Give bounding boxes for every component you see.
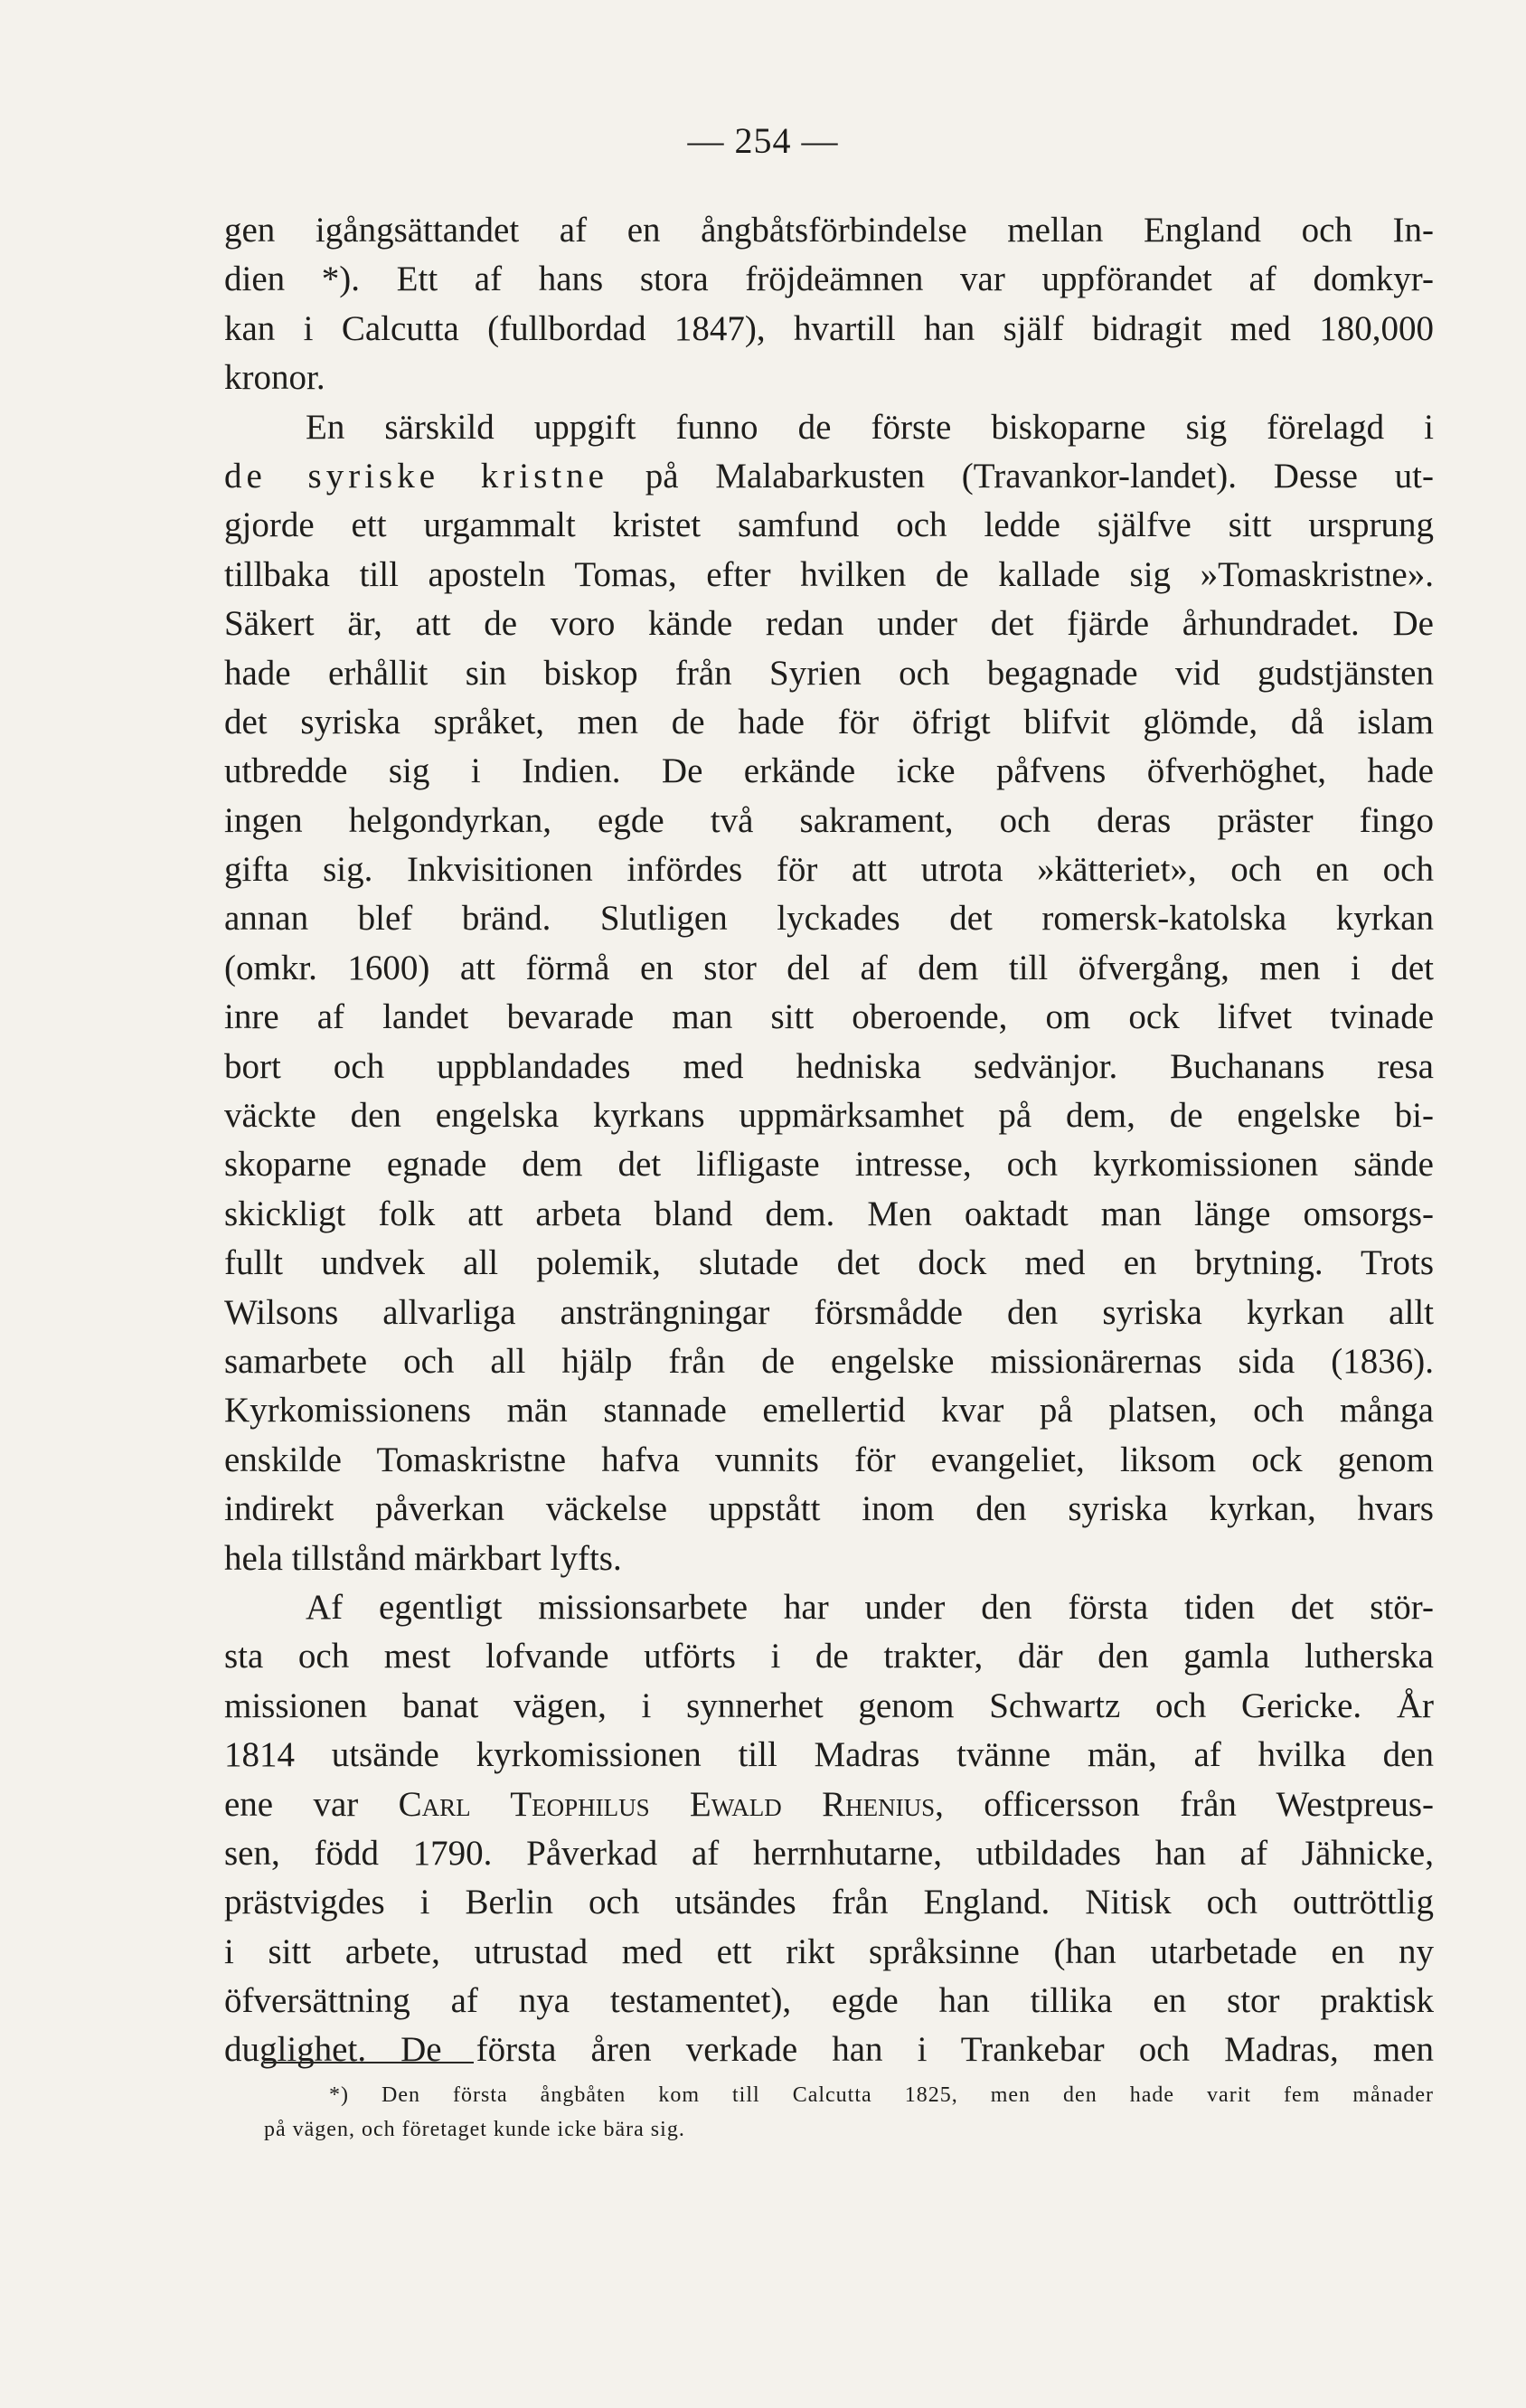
text-line: Af egentligt missionsarbete har under den första tiden det stör- (306, 1587, 1434, 1627)
paragraph-2 (224, 403, 1434, 1583)
text-line: gifta sig. Inkvisitionen infördes för att utrota »kätteriet», och en och (224, 850, 1434, 890)
text-segment: dien (224, 260, 322, 299)
paragraph-1 (224, 206, 1434, 403)
text-line: öfversättning af nya testamentet), egde han tillika en stor praktisk (224, 1981, 1434, 2021)
paragraph-3 (224, 1583, 1434, 2075)
text-line: bort och uppblandades med hedniska sedvänjor. Buchanans resa (224, 1046, 1434, 1086)
text-line: Säkert är, att de voro kände redan under det fjärde århundradet. De (224, 604, 1434, 644)
text-line: tillbaka till aposteln Tomas, efter hvilken de kallade sig »Tomaskristne». (224, 554, 1434, 594)
text-line: utbredde sig i Indien. De erkände icke påfvens öfverhöghet, hade (224, 751, 1434, 791)
text-line: annan blef bränd. Slutligen lyckades det romersk-katolska kyrkan (224, 899, 1434, 939)
text-line: gen igångsättandet af en ångbåtsförbindelse mellan England och In- (224, 211, 1434, 250)
text-line: duglighet. De första åren verkade han i Trankebar och Madras, men (224, 2030, 1434, 2070)
text-line: i sitt arbete, utrustad med ett rikt språksinne (han utarbetade en ny (224, 1931, 1434, 1971)
text-line: ingen helgondyrkan, egde två sakrament, och deras präster fingo (224, 800, 1434, 840)
text-line: hade erhållit sin biskop från Syrien och begagnade vid gudstjänsten (224, 653, 1434, 693)
text-line: Kyrkomissionens män stannade emellertid kvar på platsen, och många (224, 1391, 1434, 1431)
text-line: Wilsons allvarliga ansträngningar försmådde den syriska kyrkan allt (224, 1292, 1434, 1332)
text-line: kronor. (224, 358, 325, 398)
text-line: fullt undvek all polemik, slutade det dock med en brytning. Trots (224, 1243, 1434, 1283)
page-number: — 254 — (687, 120, 839, 161)
text-segment: , officersson från Westpreus- (935, 1784, 1434, 1824)
text-line: missionen banat vägen, i synnerhet genom Schwartz och Gericke. År (224, 1686, 1434, 1725)
text-line (224, 1780, 1434, 1829)
footnote-divider (264, 2062, 474, 2063)
text-line: sen, född 1790. Påverkad af herrnhutarne, utbildades han af Jähnicke, (224, 1833, 1434, 1873)
text-line: gjorde ett urgammalt kristet samfund och ledde själfve sitt ursprung (224, 505, 1434, 545)
text-line: det syriska språket, men de hade för öfrigt blifvit glömde, då islam (224, 702, 1434, 741)
text-segment: ene var (224, 1784, 399, 1824)
text-line: skickligt folk att arbeta bland dem. Men oaktadt man länge omsorgs- (224, 1194, 1434, 1233)
text-line: indirekt påverkan väckelse uppstått inom den syriska kyrkan, hvars (224, 1489, 1434, 1529)
text-line: sta och mest lofvande utförts i de trakter, där den gamla lutherska (224, 1637, 1434, 1676)
person-name: Carl Teophilus Ewald Rhenius (398, 1784, 936, 1824)
body-text (224, 206, 1434, 2075)
text-line: skoparne egnade dem det lifligaste intresse, och kyrkomissionen sände (224, 1145, 1434, 1185)
text-line: samarbete och all hjälp från de engelske missionärernas sida (1836). (224, 1341, 1434, 1381)
spaced-emphasis: de syriske kristne (224, 456, 608, 496)
text-line: (omkr. 1600) att förmå en stor del af dem till öfvergång, men i det (224, 948, 1434, 987)
text-line: väckte den engelska kyrkans uppmärksamhet på dem, de engelske bi- (224, 1096, 1434, 1136)
text-line: enskilde Tomaskristne hafva vunnits för evangeliet, liksom ock genom (224, 1440, 1434, 1479)
footnote (264, 2078, 1434, 2147)
text-line: En särskild uppgift funno de förste biskoparne sig förelagd i (306, 407, 1434, 447)
text-line: kan i Calcutta (fullbordad 1847), hvartill han själf bidragit med 180,000 (224, 308, 1434, 348)
text-line: 1814 utsände kyrkomissionen till Madras tvänne män, af hvilka den (224, 1735, 1434, 1775)
text-line: prästvigdes i Berlin och utsändes från England. Nitisk och outtröttlig (224, 1883, 1434, 1922)
text-line: hela tillstånd märkbart lyfts. (224, 1538, 622, 1578)
text-line (224, 452, 1434, 501)
footnote-marker: * (321, 260, 340, 299)
text-segment: på Malabarkusten (Travankor-landet). Desse ut- (608, 456, 1434, 496)
text-segment: ). Ett af hans stora fröjdeämnen var uppförandet af domkyr- (339, 260, 1434, 299)
text-line: inre af landet bevarade man sitt oberoende, om ock lifvet tvinade (224, 997, 1434, 1037)
footnote-line: på vägen, och företaget kunde icke bära sig. (264, 2118, 685, 2141)
footnote-line: *) Den första ångbåten kom till Calcutta 1825, men den hade varit fem månader (329, 2083, 1434, 2107)
text-line (224, 255, 1434, 304)
